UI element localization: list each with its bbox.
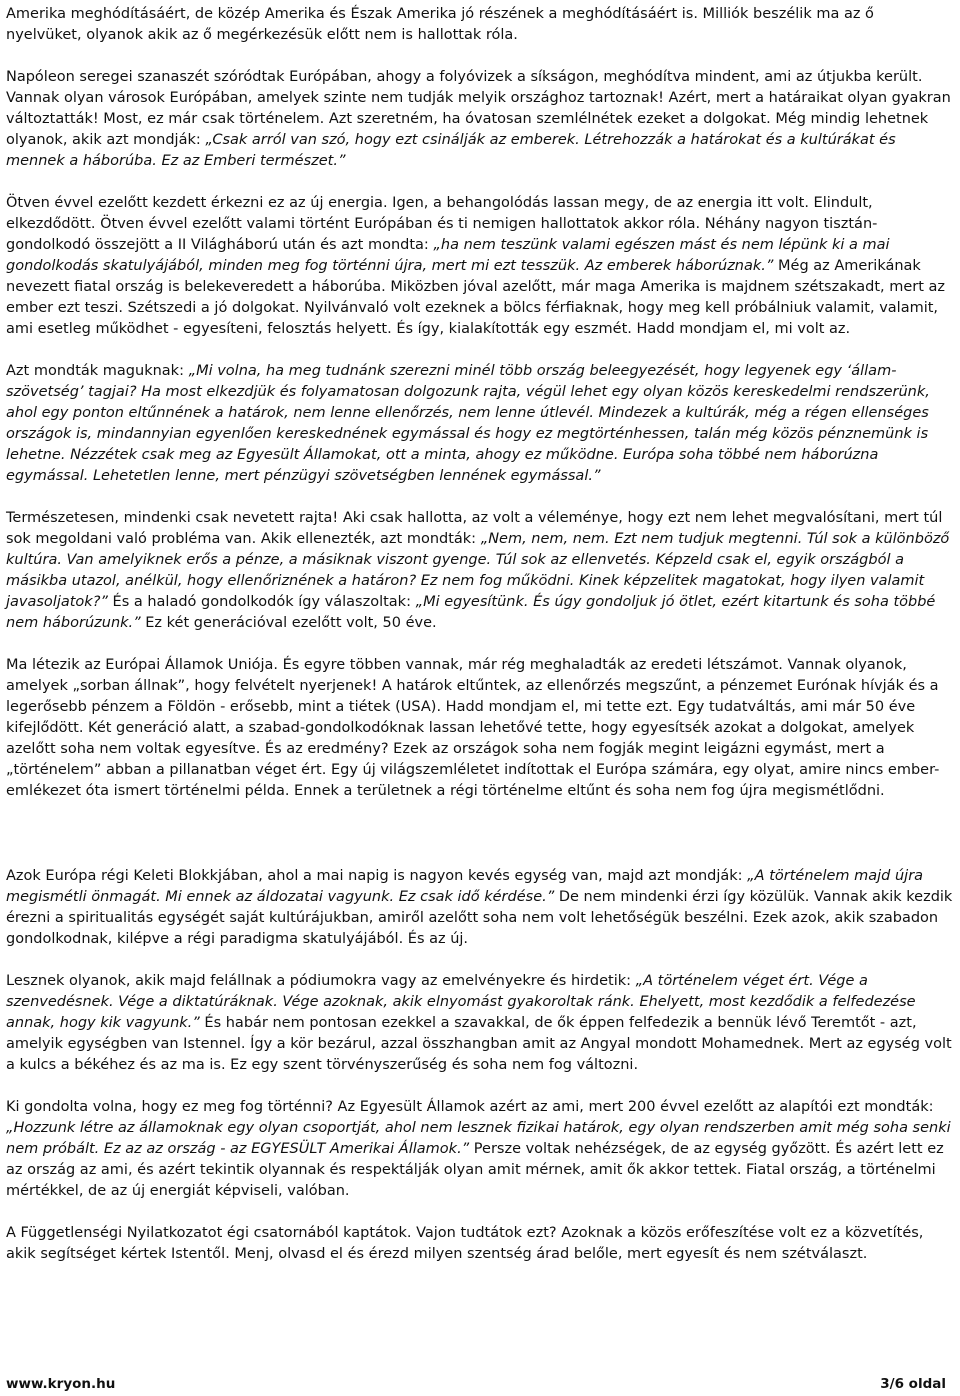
paragraph-5 — [6, 508, 954, 634]
paragraph-2-text: Napóleon seregei szanaszét szóródtak Európában, ahogy a folyóvizek a síkságon, meghódítva mindent, ami az útjukba került. Vannak olyan városok Európában, amelyek szinte nem tudják melyik országhoz tartoznak! Azért, mert a határaikat olyan gyakran változtatták! Most, ez már csak történelem. Azt szeretném, ha óvatosan szemlélnétek ezeket a dolgokat. Még mindig lehetnek olyanok, akik azt mondják: — [6, 69, 951, 148]
paragraph-9-text-b: Persze voltak nehézségek, de az egység győzött. És azért lett ez az ország az ami, és azért tekintik olyannak és respektálják olyan amit mérnek, amit ők akkor tettek. Fiatal ország, a történelmi mértékkel, de az új energiát képviseli, valóban. — [6, 1141, 944, 1199]
paragraph-4-quote: „Mi volna, ha meg tudnánk szerezni minél több ország beleegyezését, hogy legyenek egy ‘állam-szövetség’ tagjai? Ha most elkezdjük és folyamatosan dolgozunk rajta, végül lehet egy olyan közös kereskedelmi rendszerünk, ahol egy ponton eltűnnének a határok, nem lenne ellenőrzés, nem lenne útlevél. Mindezek a kultúrák, még a régen ellenséges országok is, mindannyian egyenlően kereskednének egymással és hogy ez megtörténhessen, talán még közös pénznemünk is lehetne. Nézzétek csak meg az Egyesült Államokat, ott a minta, ahogy ez működne. Európa soha többé nem háborúzna egymással. Lehetetlen lenne, mert pénzügyi szövetségben lennének egymással.” — [6, 363, 930, 484]
paragraph-3-quote: „ha nem teszünk valami egészen mást és nem lépünk ki a mai gondolkodás skatulyájából, minden meg fog történni újra, mert mi ezt tesszük. Az emberek háborúznak.” — [6, 237, 890, 274]
paragraph-6-text: Ma létezik az Európai Államok Uniója. És egyre többen vannak, már rég meghaladták az eredeti létszámot. Vannak olyanok, amelyek „sorban állnak”, hogy felvételt nyerjenek! A határok eltűntek, az ellenőrzés megszűnt, a pénzemet Eurónak hívják és a legerősebb pénzem a Földön - erősebb, mint a tiétek (USA). Hadd mondjam el, mi tette ezt. Egy tudatváltás, ami már 50 éve kifejlődött. Két generáció alatt, a szabad-gondolkodóknak lassan lehetővé tette, hogy egyesítsék azokat a dolgokat, amelyek azelőtt soha nem voltak egyesítve. És az eredmény? Ezek az országok soha nem fogják megint leigázni egymást, mert a „történelem” abban a pillanatban véget ért. Egy új világszemléletet indítottak el Európa számára, egy olyat, amire nincs ember-emlékezet óta ismert történelmi példa. Ennek a területnek a régi történelme eltűnt és soha nem fog újra megismétlődni. — [6, 657, 940, 799]
paragraph-7-text-a: Azok Európa régi Keleti Blokkjában, ahol a mai napig is nagyon kevés egység van, majd azt mondják: — [6, 868, 748, 884]
paragraph-8 — [6, 971, 954, 1076]
paragraph-10 — [6, 1223, 954, 1265]
paragraph-7-text-b: De nem mindenki érzi így közülük. Vannak akik kezdik érezni a spiritualitás egységét saját kultúrájukban, amiről azelőtt soha nem volt lehetőségük beszélni. Ezek azok, akik szabadon gondolkodnak, kilépve a régi paradigma skatulyájából. És az új. — [6, 889, 953, 947]
paragraph-9-quote: „Hozzunk létre az államoknak egy olyan csoportját, ahol nem lesznek fizikai határok, egy olyan rendszerben amit még soha senki nem próbált. Ez az az ország - az EGYESÜLT Amerikai Államok.” — [6, 1120, 951, 1157]
page-footer — [6, 1376, 946, 1394]
paragraph-2 — [6, 67, 954, 172]
paragraph-8-text-b: És habár nem pontosan ezekkel a szavakkal, de ők éppen felfedezik a bennük lévő Teremtőt - azt, amelyik egységben van Istennel. Így a kör bezárul, azzal összhangban amit az Angyal mondott Mohamednek. Mert az egység volt a kulcs a békéhez és az ma is. Ez egy szent törvényszerűség és soha nem fog változni. — [6, 1015, 952, 1073]
paragraph-8-text-a: Lesznek olyanok, akik majd felállnak a pódiumokra vagy az emelvényekre és hirdetik: — [6, 973, 636, 989]
paragraph-1 — [6, 4, 954, 46]
paragraph-8-quote: „A történelem véget ért. Vége a szenvedésnek. Vége a diktatúráknak. Vége azoknak, akik elnyomást gyakoroltak ránk. Ehelyett, most kezdődik a felfedezése annak, hogy kik vagyunk.” — [6, 973, 916, 1031]
footer-page-number: 3/6 oldal — [880, 1376, 946, 1392]
paragraph-1-text: Amerika meghódításáért, de közép Amerika és Észak Amerika jó részének a meghódításáért is. Milliók beszélik ma az ő nyelvüket, olyanok akik az ő megérkezésük előtt nem is hallottak róla. — [6, 6, 874, 43]
paragraph-9-text-a: Ki gondolta volna, hogy ez meg fog történni? Az Egyesült Államok azért az ami, mert 200 évvel ezelőtt az alapítói ezt mondták: — [6, 1099, 934, 1115]
paragraph-9 — [6, 1097, 954, 1202]
paragraph-5-text-c: Ez két generációval ezelőtt volt, 50 éve. — [140, 615, 437, 631]
paragraph-7-quote: „A történelem majd újra megismétli önmagát. Mi ennek az áldozatai vagyunk. Ez csak idő kérdése.” — [6, 868, 924, 905]
paragraph-6 — [6, 655, 954, 802]
paragraph-5-text-b: És a haladó gondolkodók így válaszoltak: — [107, 594, 416, 610]
paragraph-2-quote: „Csak arról van szó, hogy ezt csinálják az emberek. Létrehozzák a határokat és a kultúrákat és mennek a háborúba. Ez az Emberi természet.” — [6, 132, 896, 169]
paragraph-3-text-a: Ötven évvel ezelőtt kezdett érkezni ez az új energia. Igen, a behangolódás lassan megy, de az energia itt volt. Elindult, elkezdődött. Ötven évvel ezelőtt valami történt Európában és ti nemigen hallottatok akkor róla. Néhány nagyon tisztán-gondolkodó összejött a II Világháború után és azt mondta: — [6, 195, 878, 253]
paragraph-4 — [6, 361, 954, 487]
paragraph-10-text: A Függetlenségi Nyilatkozatot égi csatornából kaptátok. Vajon tudtátok ezt? Azoknak a közös erőfeszítése volt ez a közvetítés, akik segítséget kértek Istentől. Menj, olvasd el és érezd milyen szentség árad belőle, mert egyesít és nem szétválaszt. — [6, 1225, 924, 1262]
footer-site-link[interactable]: www.kryon.hu — [6, 1376, 116, 1392]
paragraph-5-quote-a: „Nem, nem, nem. Ezt nem tudjuk megtenni. Túl sok a különböző kultúra. Van amelyiknek erős a pénze, a másiknak viszont gyenge. Túl sok az ellenvetés. Képzeld csak el, egyik országból a másikba utazol, anélkül, hogy ellenőriznének a határon? Ez nem fog működni. Kinek képzelitek magatokat, hogy ilyen valamit javasoljatok?” — [6, 531, 950, 610]
paragraph-4-text: Azt mondták maguknak: — [6, 363, 189, 379]
paragraph-3-text-b: Még az Amerikának nevezett fiatal ország is belekeveredett a háborúba. Miközben jóval azelőtt, már maga Amerika is majdnem szétszakadt, mert az ember ezt teszi. Szétszedi a jó dolgokat. Nyilvánvaló volt ezeknek a bölcs férfiaknak, hogy meg kell próbálniuk valamit, valamit, ami esetleg működhet - egyesíteni, felosztás helyett. És így, kialakították egy eszmét. Hadd mondjam el, mi volt az. — [6, 258, 946, 337]
paragraph-5-quote-b: „Mi egyesítünk. És úgy gondoljuk jó ötlet, ezért kitartunk és soha többé nem háborúzunk.” — [6, 594, 936, 631]
paragraph-7 — [6, 866, 954, 950]
paragraph-5-text-a: Természetesen, mindenki csak nevetett rajta! Aki csak hallotta, az volt a véleménye, hogy ezt nem lehet megvalósítani, mert túl sok megoldani való probléma van. Akik ellenezték, azt mondták: — [6, 510, 943, 547]
document-body — [6, 4, 954, 1265]
paragraph-3 — [6, 193, 954, 340]
